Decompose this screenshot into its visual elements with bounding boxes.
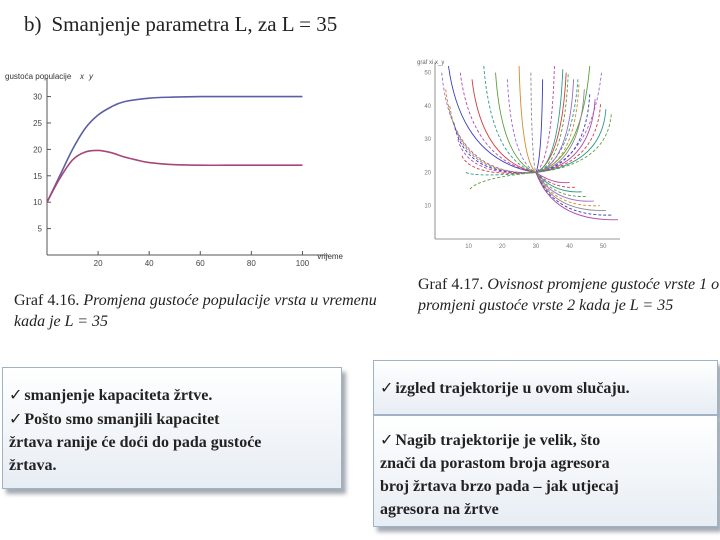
caption-right-text: Ovisnost promjene gustoće vrste 1 o promjeni gustoće vrste 2 kada je L = 35 [418, 276, 720, 314]
y-tick-label: 25 [33, 118, 42, 128]
y-tick-label: 20 [424, 170, 431, 177]
phase-trajectory-chart [405, 56, 630, 256]
y-axis-label: gustoća populacije [5, 72, 72, 81]
checkmark-icon: ✓ [9, 385, 23, 404]
x-tick-label: 80 [246, 259, 256, 267]
y-axis-label: graf xi x_y [417, 60, 445, 66]
checkmark-icon: ✓ [9, 409, 23, 428]
series-line-x [47, 97, 302, 203]
x-tick-label: 60 [195, 259, 205, 267]
checkmark-icon: ✓ [380, 378, 394, 397]
x-tick-label: 20 [93, 259, 103, 267]
note-right1-line [380, 376, 711, 400]
y-tick-label: 10 [424, 203, 431, 210]
note-left-line: žrtava ranije će doći do pada gustoće [9, 434, 262, 451]
checkmark-icon: ✓ [380, 430, 394, 449]
y-tick-label: 40 [424, 103, 431, 110]
trajectory-line [507, 79, 536, 172]
note-right2-line: agresora na žrtve [380, 501, 499, 518]
trajectory-line [446, 89, 536, 172]
trajectory-line [496, 73, 536, 173]
y-tick-label: 10 [33, 198, 42, 208]
note-left-line [9, 383, 335, 407]
x-tick-label: 10 [465, 244, 472, 250]
slide-title-label: b) [24, 12, 42, 36]
trajectory-line [536, 94, 590, 172]
x-tick-label: 20 [498, 244, 506, 250]
x-tick-label: 30 [532, 244, 540, 250]
trajectory-line [442, 73, 536, 173]
trajectory-line [460, 73, 536, 173]
y-tick-label: 50 [424, 70, 431, 77]
series-line-y [47, 150, 302, 202]
trajectory-line [536, 104, 601, 172]
trajectory-line [519, 66, 536, 172]
y-tick-label: 15 [33, 171, 42, 181]
note-left-text-2: Pošto smo smanjili kapacitet [24, 411, 220, 428]
x-axis-label: vrijeme [317, 252, 343, 261]
legend-entry: y [89, 72, 93, 81]
note-box-left [2, 367, 342, 489]
note-left-line [9, 407, 335, 431]
population-time-chart [0, 62, 345, 267]
y-tick-label: 30 [424, 137, 431, 144]
slide-title [24, 12, 337, 37]
trajectory-line [448, 66, 535, 172]
note-box-right-1 [373, 360, 718, 415]
trajectory-line [450, 106, 536, 173]
trajectory-line [536, 114, 611, 172]
y-tick-label: 30 [33, 92, 42, 102]
caption-left-prefix: Graf 4.16. [14, 292, 80, 309]
caption-left-text: Promjena gustoće populacije vrsta u vremenu kada je L = 35 [14, 292, 377, 330]
trajectory-line [536, 79, 543, 172]
note-right1-text: izgled trajektorije u ovom slučaju. [395, 380, 630, 397]
note-right2-line: broj žrtava brzo pada – jak utjecaj [380, 478, 619, 495]
caption-left [14, 290, 384, 332]
y-tick-label: 20 [33, 145, 42, 155]
caption-right-prefix: Graf 4.17. [418, 276, 484, 293]
x-tick-label: 100 [295, 259, 310, 267]
slide-title-text: Smanjenje parametra L, za L = 35 [51, 12, 338, 36]
trajectory-line [536, 66, 555, 172]
trajectory-line [536, 69, 563, 172]
note-right2-text-1: Nagib trajektorije je velik, što [395, 432, 601, 449]
x-tick-label: 40 [566, 244, 573, 250]
caption-right [418, 274, 720, 316]
note-left-line: žrtava. [9, 457, 57, 474]
note-left-text-1: smanjenje kapaciteta žrtve. [24, 387, 213, 404]
note-right2-line [380, 428, 711, 452]
trajectory-line [536, 172, 588, 196]
note-box-right-2 [373, 415, 718, 527]
x-tick-label: 40 [144, 259, 154, 267]
legend-entry: x [80, 72, 84, 81]
x-tick-label: 50 [599, 244, 607, 250]
note-right2-line: znači da porastom broja agresora [380, 455, 610, 472]
trajectory-line [531, 73, 536, 173]
y-tick-label: 5 [37, 224, 42, 234]
